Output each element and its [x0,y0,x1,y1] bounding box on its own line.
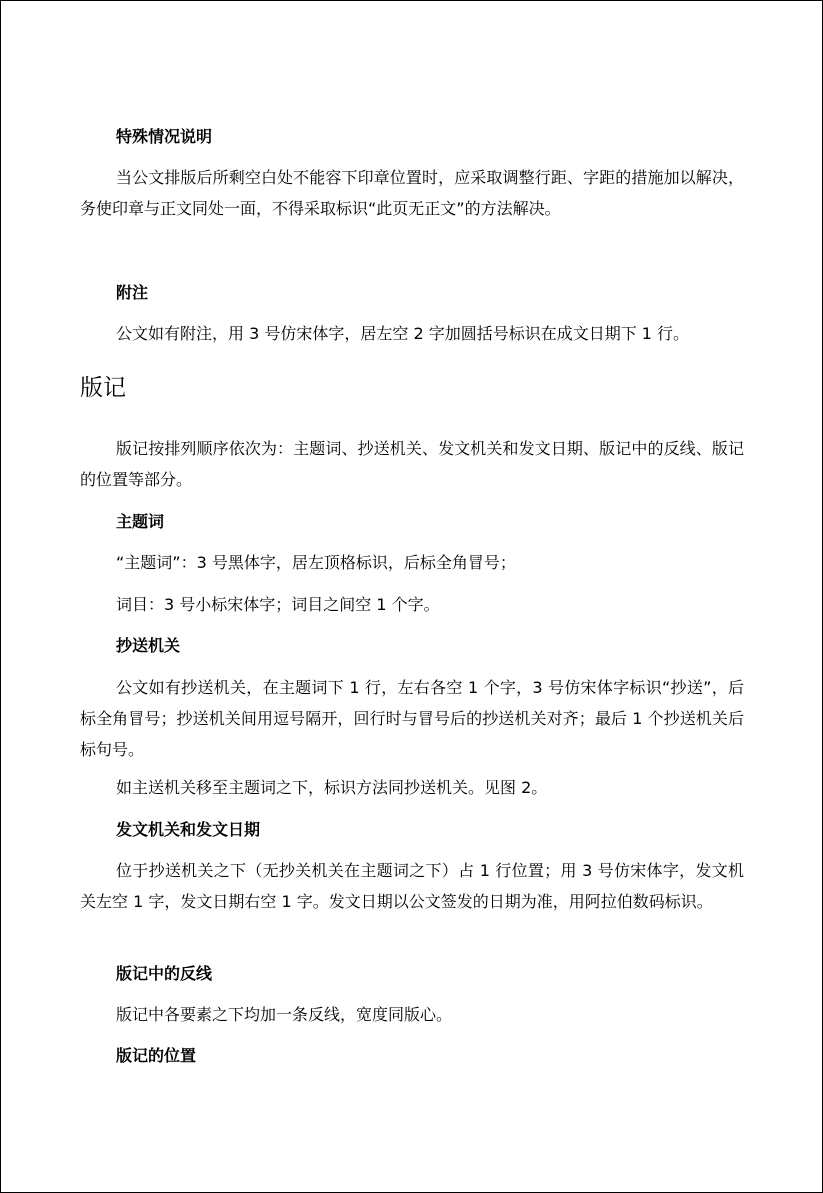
special-case-paragraph: 当公文排版后所剩空白处不能容下印章位置时，应采取调整行距、字距的措施加以解决，务使印章与正文同处一面，不得采取标识“此页无正文”的方法解决。 [80,168,744,218]
annotation-paragraph: 公文如有附注，用 3 号仿宋体字，居左空 2 字加圆括号标识在成文日期下 1 行。 [116,324,690,343]
cc-org-paragraph-2: 如主送机关移至主题词之下，标识方法同抄送机关。见图 2。 [116,778,548,797]
subject-words-paragraph-1: “主题词”：3 号黑体字，居左顶格标识，后标全角冒号； [116,553,516,572]
annotation-heading: 附注 [116,283,149,302]
issuer-paragraph: 位于抄送机关之下（无抄关机关在主题词之下）占 1 行位置；用 3 号仿宋体字，发文机关左空 1 字，发文日期右空 1 字。发文日期以公文签发的日期为准，用阿拉伯数码标识。 [80,861,744,911]
rule-line-paragraph: 版记中各要素之下均加一条反线，宽度同版心。 [116,1005,453,1024]
cc-org-paragraph-1: 公文如有抄送机关，在主题词下 1 行，左右各空 1 个字，3 号仿宋体字标识“抄送”，后标全角冒号；抄送机关间用逗号隔开，回行时与冒号后的抄送机关对齐；最后 1 个抄送机关后标句号。 [80,678,744,759]
rule-line-heading: 版记中的反线 [116,964,213,983]
issuer-heading: 发文机关和发文日期 [116,820,261,839]
cc-org-heading: 抄送机关 [116,636,181,655]
position-heading: 版记的位置 [116,1046,197,1065]
subject-words-heading: 主题词 [116,512,165,531]
banji-intro-paragraph: 版记按排列顺序依次为：主题词、抄送机关、发文机关和发文日期、版记中的反线、版记的位置等部分。 [80,439,744,489]
banji-section-heading: 版记 [80,375,126,401]
subject-words-paragraph-2: 词目：3 号小标宋体字；词目之间空 1 个字。 [116,595,440,614]
special-case-heading: 特殊情况说明 [116,127,213,146]
